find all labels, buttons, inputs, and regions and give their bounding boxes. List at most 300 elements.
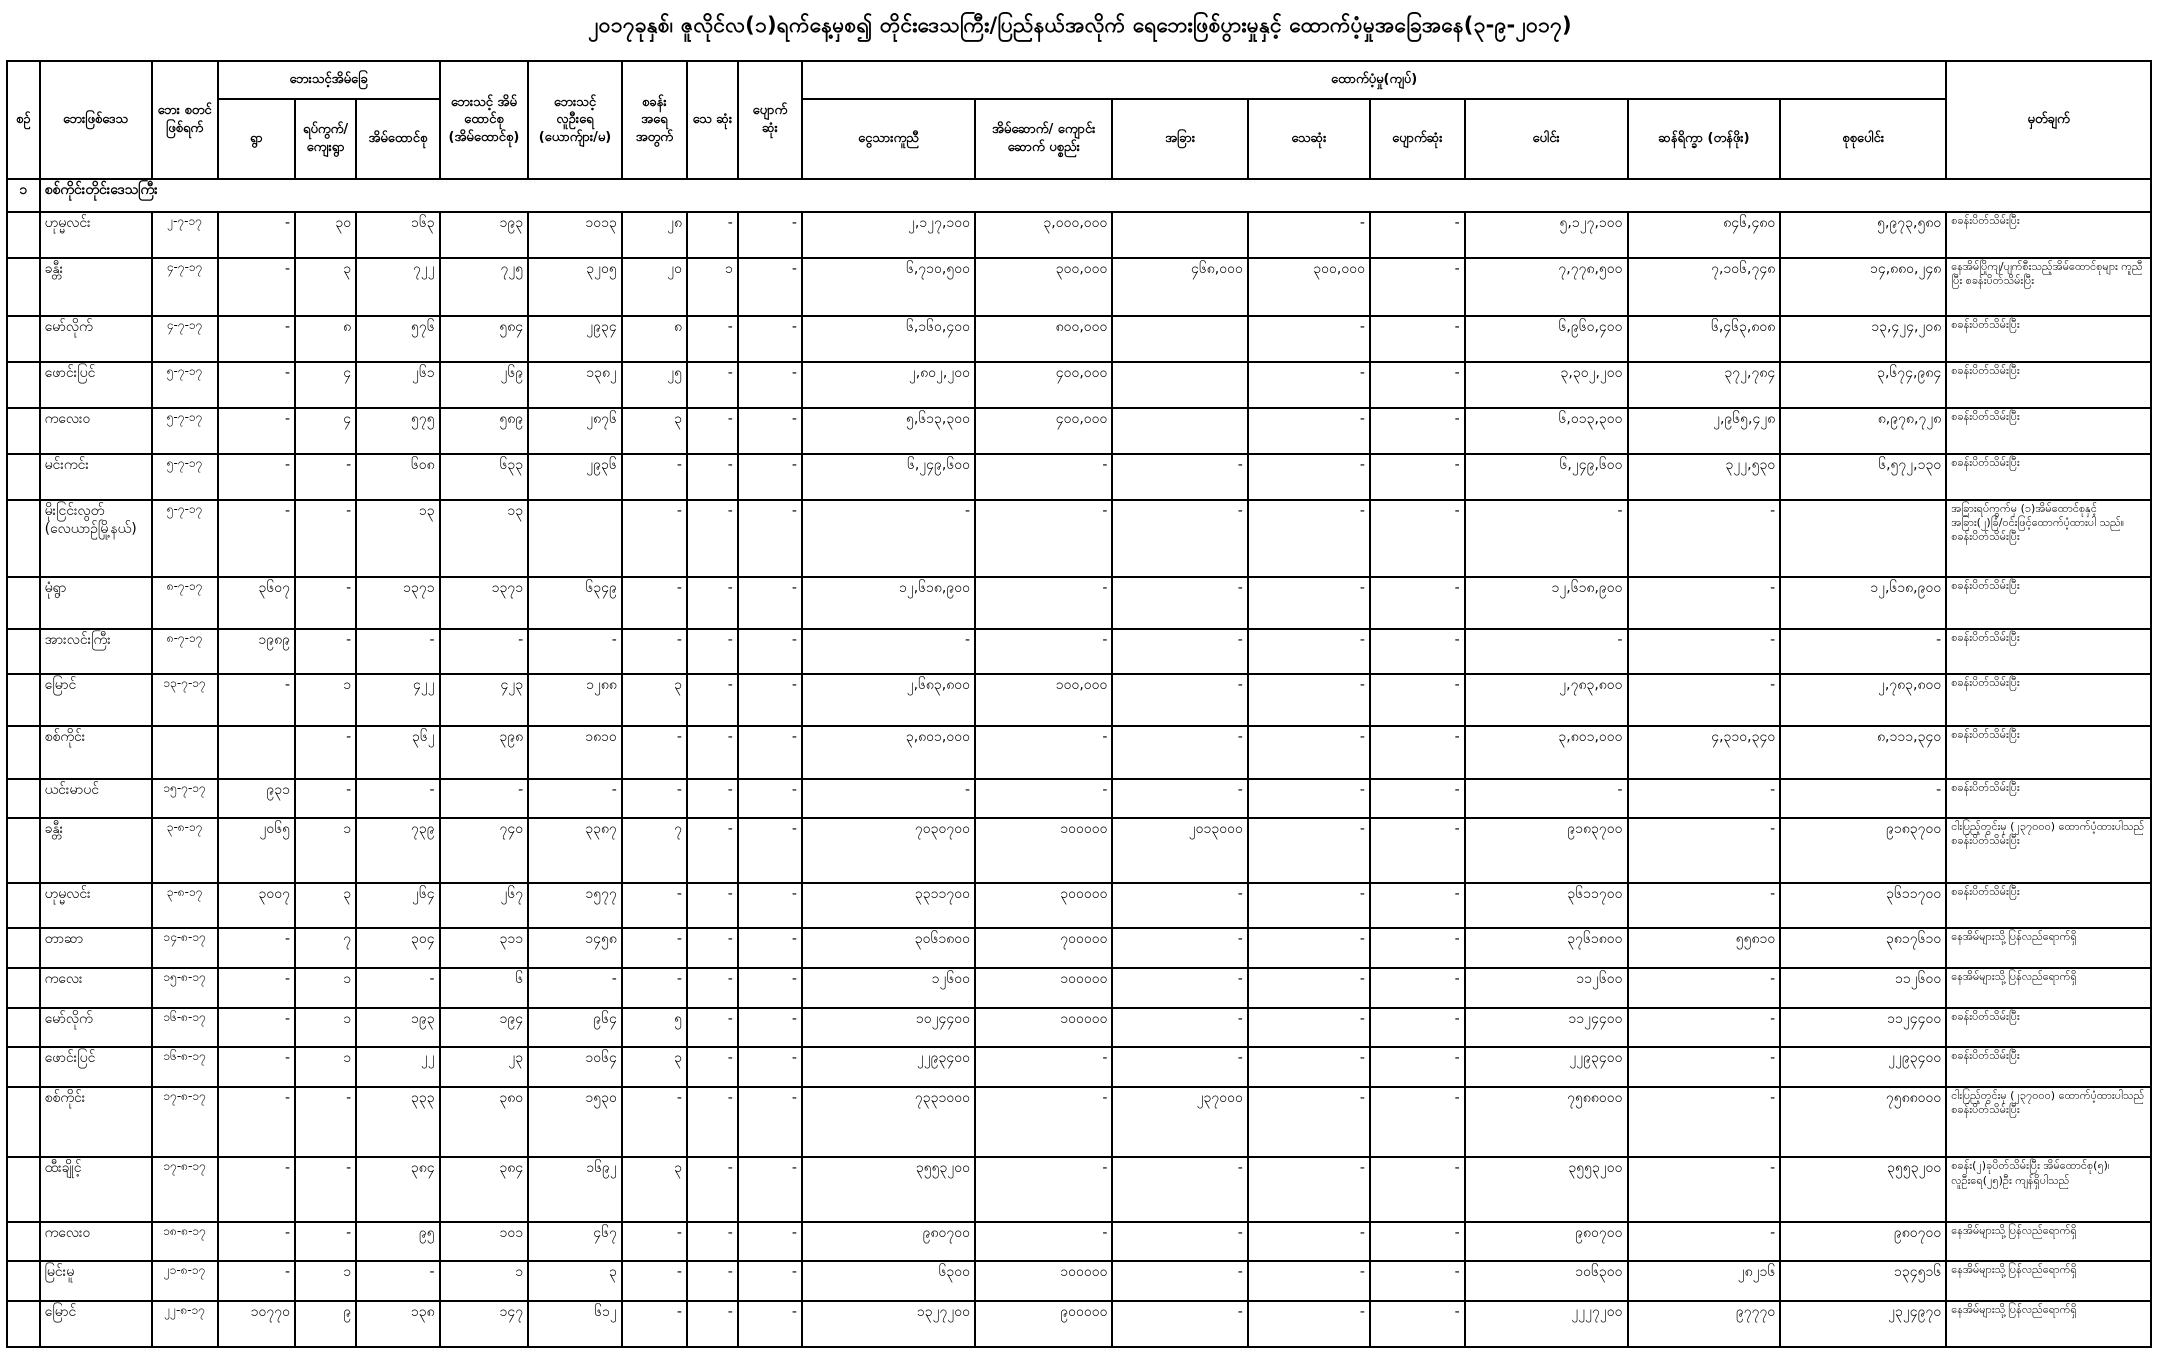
village-cell: - bbox=[218, 1087, 295, 1158]
total-cell: ၆,၀၁၃,၃၀၀ bbox=[1465, 408, 1628, 454]
deaths-cell: - bbox=[687, 1157, 738, 1222]
deaths-cell: - bbox=[687, 362, 738, 408]
remarks-cell: စခန်းပိတ်သိမ်းပြီး bbox=[1946, 408, 2151, 454]
total-cell: ၁၁၂၄၄၀၀ bbox=[1465, 1008, 1628, 1048]
ward-cell: - bbox=[295, 1087, 356, 1158]
total-cell: ၃၆၁၁၇၀၀ bbox=[1465, 883, 1628, 929]
household-goods-cell: - bbox=[975, 779, 1112, 819]
date-cell: ၁၆-၈-၁၇ bbox=[152, 1008, 218, 1048]
affected-people-cell bbox=[528, 500, 622, 577]
missing-aid-cell: - bbox=[1370, 928, 1465, 968]
missing-aid-cell: - bbox=[1370, 818, 1465, 883]
missing-cell: - bbox=[738, 726, 802, 778]
ward-cell: ၁ bbox=[295, 674, 356, 726]
village-cell: - bbox=[218, 212, 295, 258]
cash-cell: ၃၃၁၁၇၀၀ bbox=[802, 883, 975, 929]
deaths-cell: - bbox=[687, 577, 738, 629]
missing-aid-cell: - bbox=[1370, 1087, 1465, 1158]
camps-cell: - bbox=[622, 577, 687, 629]
funeral-cell: - bbox=[1248, 316, 1370, 362]
date-cell: ၅-၇-၁၇ bbox=[152, 408, 218, 454]
missing-cell: - bbox=[738, 818, 802, 883]
missing-aid-cell: - bbox=[1370, 454, 1465, 500]
funeral-cell: - bbox=[1248, 1087, 1370, 1158]
households-cell: ၃၆၂ bbox=[356, 726, 439, 778]
missing-cell: - bbox=[738, 674, 802, 726]
other-cell: - bbox=[1112, 928, 1247, 968]
funeral-cell: - bbox=[1248, 1157, 1370, 1222]
households-cell: ၆၀၈ bbox=[356, 454, 439, 500]
affected-people-cell: - bbox=[528, 779, 622, 819]
affected-households-cell: ၂၆၉ bbox=[440, 362, 529, 408]
other-cell: - bbox=[1112, 454, 1247, 500]
affected-households-cell: ၁၃၇၁ bbox=[440, 577, 529, 629]
ward-cell: ၈ bbox=[295, 316, 356, 362]
missing-cell: - bbox=[738, 629, 802, 675]
table-row bbox=[7, 1261, 2151, 1301]
affected-people-cell: ၁၀၆၄ bbox=[528, 1047, 622, 1087]
relief-table bbox=[6, 60, 2152, 1348]
funeral-cell: - bbox=[1248, 1047, 1370, 1087]
ward-cell: ၁ bbox=[295, 1008, 356, 1048]
other-cell: - bbox=[1112, 577, 1247, 629]
household-goods-cell: ၉၀၀၀၀၀ bbox=[975, 1301, 1112, 1347]
ward-cell: ၁ bbox=[295, 968, 356, 1008]
total-cell: ၆,၉၆၀,၄၀၀ bbox=[1465, 316, 1628, 362]
grand-total-cell: ၁၃၄၅၁၆ bbox=[1780, 1261, 1946, 1301]
table-row bbox=[7, 1157, 2151, 1222]
households-cell: ၇၂၂ bbox=[356, 258, 439, 316]
village-cell: - bbox=[218, 674, 295, 726]
row-no-cell bbox=[7, 500, 40, 577]
funeral-cell: - bbox=[1248, 1261, 1370, 1301]
ward-cell: ၉ bbox=[295, 1301, 356, 1347]
grand-total-cell: ၈,၉၇၈,၇၂၈ bbox=[1780, 408, 1946, 454]
missing-cell: - bbox=[738, 1087, 802, 1158]
table-row bbox=[7, 968, 2151, 1008]
table-row bbox=[7, 1087, 2151, 1158]
remarks-cell: နေအိမ်များသို့ပြန်လည်ရောက်ရှိ bbox=[1946, 1261, 2151, 1301]
page-title: ၂၀၁၇ခုနှစ်၊ ဇူလိုင်လ(၁)ရက်နေ့မှစ၍ တိုင်းဒေသကြီး/ပြည်နယ်အလိုက် ရေဘေးဖြစ်ပွားမှုနှင့် ထောက်ပံ့မှုအခြေအနေ(၃-၉-၂၀၁၇) bbox=[588, 13, 1572, 37]
rice-cell: ၂၈၂၁၆ bbox=[1628, 1261, 1781, 1301]
village-cell: - bbox=[218, 928, 295, 968]
header-affected-households: ဘေးသင့် အိမ် ထောင်စု (အိမ်ထောင်စု) bbox=[440, 61, 529, 179]
row-no-cell bbox=[7, 883, 40, 929]
deaths-cell: - bbox=[687, 883, 738, 929]
village-cell: - bbox=[218, 500, 295, 577]
missing-aid-cell: - bbox=[1370, 629, 1465, 675]
place-cell: မိုးငြင်းလွတ် (လေယာဉ်မြို့နယ်) bbox=[40, 500, 152, 577]
row-no-cell bbox=[7, 674, 40, 726]
ward-cell: ၇ bbox=[295, 928, 356, 968]
village-cell: ၂၀၆၅ bbox=[218, 818, 295, 883]
total-cell: ၉၈၀၇၀၀ bbox=[1465, 1222, 1628, 1262]
missing-cell: - bbox=[738, 1047, 802, 1087]
grand-total-cell: ၅,၉၇၃,၅၈၀ bbox=[1780, 212, 1946, 258]
camps-cell: - bbox=[622, 454, 687, 500]
affected-people-cell: ၂၉၃၆ bbox=[528, 454, 622, 500]
camps-cell: - bbox=[622, 500, 687, 577]
affected-households-cell: ၂၃ bbox=[440, 1047, 529, 1087]
section-no: ၁ bbox=[7, 179, 40, 212]
household-goods-cell: ၃,၀၀၀,၀၀၀ bbox=[975, 212, 1112, 258]
table-row bbox=[7, 454, 2151, 500]
table-row bbox=[7, 726, 2151, 778]
date-cell: ၄-၇-၁၇ bbox=[152, 316, 218, 362]
ward-cell: ၄ bbox=[295, 362, 356, 408]
household-goods-cell: ၄၀၀,၀၀၀ bbox=[975, 362, 1112, 408]
ward-cell: ၃၀ bbox=[295, 212, 356, 258]
rice-cell: ၃၂၂,၅၃၀ bbox=[1628, 454, 1781, 500]
row-no-cell bbox=[7, 1157, 40, 1222]
total-cell: ၃၇၆၁၈၀၀ bbox=[1465, 928, 1628, 968]
village-cell: ၃၆၀၇ bbox=[218, 577, 295, 629]
cash-cell: ၂၂၉၃၄၀၀ bbox=[802, 1047, 975, 1087]
affected-people-cell: ၁၅၇၇ bbox=[528, 883, 622, 929]
cash-cell: ၃၅၅၃၂၀၀ bbox=[802, 1157, 975, 1222]
place-cell: ကလေး bbox=[40, 968, 152, 1008]
cash-cell: ၂,၁၂၇,၁၀၀ bbox=[802, 212, 975, 258]
village-cell: - bbox=[218, 1047, 295, 1087]
household-goods-cell: - bbox=[975, 500, 1112, 577]
grand-total-cell: ၂,၇၈၃,၈၀၀ bbox=[1780, 674, 1946, 726]
households-cell: ၇၃၉ bbox=[356, 818, 439, 883]
households-cell: ၂၆၁ bbox=[356, 362, 439, 408]
remarks-cell: နေအိမ်များသို့ပြန်လည်ရောက်ရှိ bbox=[1946, 928, 2151, 968]
header-date: ဘေး စတင် ဖြစ်ရက် bbox=[152, 61, 218, 179]
table-row bbox=[7, 362, 2151, 408]
deaths-cell: ၁ bbox=[687, 258, 738, 316]
table-row bbox=[7, 674, 2151, 726]
table-row bbox=[7, 1008, 2151, 1048]
households-cell: - bbox=[356, 968, 439, 1008]
remarks-cell: စခန်းပိတ်သိမ်းပြီး bbox=[1946, 454, 2151, 500]
grand-total-cell bbox=[1780, 500, 1946, 577]
date-cell: ၁၄-၈-၁၇ bbox=[152, 928, 218, 968]
households-cell: ၂၆၄ bbox=[356, 883, 439, 929]
remarks-cell: စခန်းပိတ်သိမ်းပြီး bbox=[1946, 883, 2151, 929]
funeral-cell: - bbox=[1248, 577, 1370, 629]
deaths-cell: - bbox=[687, 1008, 738, 1048]
deaths-cell: - bbox=[687, 1087, 738, 1158]
affected-households-cell: ၁၉၄ bbox=[440, 1008, 529, 1048]
remarks-cell: စခန်းပိတ်သိမ်းပြီး bbox=[1946, 577, 2151, 629]
missing-aid-cell: - bbox=[1370, 1261, 1465, 1301]
grand-total-cell: ၉၁၈၃၇၀၀ bbox=[1780, 818, 1946, 883]
total-cell: ၃,၃၀၂,၂၀၀ bbox=[1465, 362, 1628, 408]
village-cell: ၁၀၇၇၀ bbox=[218, 1301, 295, 1347]
affected-households-cell: ၅၈၄ bbox=[440, 316, 529, 362]
remarks-cell: နေအိမ်ပြိုကျ/ပျက်စီးသည့်အိမ်ထောင်စုများ ကူညီပြီး စခန်းပိတ်သိမ်းပြီး bbox=[1946, 258, 2151, 316]
funeral-cell: - bbox=[1248, 408, 1370, 454]
table-row bbox=[7, 629, 2151, 675]
rice-cell: - bbox=[1628, 1047, 1781, 1087]
deaths-cell: - bbox=[687, 629, 738, 675]
header-village: ရွာ bbox=[218, 99, 295, 179]
camps-cell: - bbox=[622, 1261, 687, 1301]
affected-people-cell: ၆၁၂ bbox=[528, 1301, 622, 1347]
missing-aid-cell: - bbox=[1370, 1157, 1465, 1222]
cash-cell: ၉၈၀၇၀၀ bbox=[802, 1222, 975, 1262]
deaths-cell: - bbox=[687, 779, 738, 819]
date-cell: ၈-၇-၁၇ bbox=[152, 577, 218, 629]
remarks-cell: စခန်းပိတ်သိမ်းပြီး bbox=[1946, 212, 2151, 258]
header-place: ဘေးဖြစ်ဒေသ bbox=[40, 61, 152, 179]
household-goods-cell: - bbox=[975, 629, 1112, 675]
remarks-cell: စခန်းပိတ်သိမ်းပြီး bbox=[1946, 1008, 2151, 1048]
table-row bbox=[7, 577, 2151, 629]
affected-people-cell: ၆၃၄၉ bbox=[528, 577, 622, 629]
row-no-cell bbox=[7, 362, 40, 408]
affected-households-cell: ၁၀၁ bbox=[440, 1222, 529, 1262]
village-cell: - bbox=[218, 362, 295, 408]
date-cell: ၃-၈-၁၇ bbox=[152, 818, 218, 883]
row-no-cell bbox=[7, 818, 40, 883]
cash-cell: ၆,၂၄၉,၆၀၀ bbox=[802, 454, 975, 500]
date-cell: ၁၇-၈-၁၇ bbox=[152, 1157, 218, 1222]
table-row bbox=[7, 316, 2151, 362]
header-cash: ငွေသားကူညီ bbox=[802, 99, 975, 179]
households-cell: - bbox=[356, 629, 439, 675]
missing-aid-cell: - bbox=[1370, 408, 1465, 454]
village-cell: - bbox=[218, 968, 295, 1008]
table-row bbox=[7, 408, 2151, 454]
place-cell: ကလေးဝ bbox=[40, 1222, 152, 1262]
affected-households-cell: ၇၂၅ bbox=[440, 258, 529, 316]
grand-total-cell: ၃၈၁၇၆၁၀ bbox=[1780, 928, 1946, 968]
other-cell: ၂၃၇၀၀၀ bbox=[1112, 1087, 1247, 1158]
grand-total-cell: ၁၃,၄၂၄,၂၀၈ bbox=[1780, 316, 1946, 362]
total-cell: ၂,၇၈၃,၈၀၀ bbox=[1465, 674, 1628, 726]
household-goods-cell: - bbox=[975, 1222, 1112, 1262]
row-no-cell bbox=[7, 258, 40, 316]
ward-cell: ၁ bbox=[295, 1261, 356, 1301]
place-cell: ဟုမ္မလင်း bbox=[40, 212, 152, 258]
row-no-cell bbox=[7, 408, 40, 454]
affected-households-cell: - bbox=[440, 629, 529, 675]
row-no-cell bbox=[7, 577, 40, 629]
funeral-cell: - bbox=[1248, 726, 1370, 778]
affected-people-cell: - bbox=[528, 629, 622, 675]
missing-cell: - bbox=[738, 258, 802, 316]
header-missing-aid: ပျောက်ဆုံး bbox=[1370, 99, 1465, 179]
table-row bbox=[7, 1047, 2151, 1087]
missing-cell: - bbox=[738, 500, 802, 577]
village-cell: - bbox=[218, 1261, 295, 1301]
deaths-cell: - bbox=[687, 726, 738, 778]
ward-cell: ၄ bbox=[295, 408, 356, 454]
households-cell: ၃၈၄ bbox=[356, 1157, 439, 1222]
place-cell: ကလေးဝ bbox=[40, 408, 152, 454]
remarks-cell: စခန်းပိတ်သိမ်းပြီး bbox=[1946, 629, 2151, 675]
grand-total-cell: ၁၄,၈၈၀,၂၄၈ bbox=[1780, 258, 1946, 316]
affected-households-cell: ၁၄၇ bbox=[440, 1301, 529, 1347]
deaths-cell: - bbox=[687, 1261, 738, 1301]
affected-households-cell: ၆ bbox=[440, 968, 529, 1008]
affected-households-cell: ၃၁၁ bbox=[440, 928, 529, 968]
household-goods-cell: ၁၀၀၀၀၀ bbox=[975, 1008, 1112, 1048]
section-name: စစ်ကိုင်းတိုင်းဒေသကြီး bbox=[40, 179, 2151, 212]
affected-people-cell: ၃ bbox=[528, 1261, 622, 1301]
cash-cell: ၁၂,၆၁၈,၉၀၀ bbox=[802, 577, 975, 629]
cash-cell: ၆,၇၁၀,၅၀၀ bbox=[802, 258, 975, 316]
camps-cell: - bbox=[622, 726, 687, 778]
grand-total-cell: ၁၁၂၄၄၀၀ bbox=[1780, 1008, 1946, 1048]
camps-cell: - bbox=[622, 1087, 687, 1158]
cash-cell: - bbox=[802, 500, 975, 577]
households-cell: ၁၃၇၁ bbox=[356, 577, 439, 629]
place-cell: တာဆာ bbox=[40, 928, 152, 968]
missing-cell: - bbox=[738, 779, 802, 819]
rice-cell: ၄,၃၁၀,၃၄၀ bbox=[1628, 726, 1781, 778]
date-cell: ၄-၇-၁၇ bbox=[152, 258, 218, 316]
table-row bbox=[7, 1301, 2151, 1347]
village-cell: - bbox=[218, 1222, 295, 1262]
row-no-cell bbox=[7, 629, 40, 675]
households-cell: ၃၃၃ bbox=[356, 1087, 439, 1158]
grand-total-cell: ၉၈၀၇၀၀ bbox=[1780, 1222, 1946, 1262]
header-camps: စခန်း အရေ အတွက် bbox=[622, 61, 687, 179]
missing-aid-cell: - bbox=[1370, 577, 1465, 629]
camps-cell: ၈ bbox=[622, 316, 687, 362]
row-no-cell bbox=[7, 316, 40, 362]
missing-cell: - bbox=[738, 1222, 802, 1262]
deaths-cell: - bbox=[687, 454, 738, 500]
header-ward: ရပ်ကွက်/ ကျေးရွာ bbox=[295, 99, 356, 179]
place-cell: မုံရွာ bbox=[40, 577, 152, 629]
place-cell: မော်လိုက် bbox=[40, 1008, 152, 1048]
grand-total-cell: ၁၂,၆၁၈,၉၀၀ bbox=[1780, 577, 1946, 629]
other-cell: - bbox=[1112, 726, 1247, 778]
header-affected-group: ဘေးသင့်အိမ်ခြေ bbox=[218, 61, 440, 99]
household-goods-cell: ၇၀၀၀၀၀ bbox=[975, 928, 1112, 968]
rice-cell: ၃၇၂,၇၈၄ bbox=[1628, 362, 1781, 408]
other-cell bbox=[1112, 362, 1247, 408]
affected-households-cell: ၆၃၃ bbox=[440, 454, 529, 500]
cash-cell: ၇၃၃၁၀၀၀ bbox=[802, 1087, 975, 1158]
missing-cell: - bbox=[738, 212, 802, 258]
missing-aid-cell: - bbox=[1370, 674, 1465, 726]
affected-households-cell: ၅၈၉ bbox=[440, 408, 529, 454]
other-cell: - bbox=[1112, 1008, 1247, 1048]
date-cell: ၅-၇-၁၇ bbox=[152, 454, 218, 500]
funeral-cell: - bbox=[1248, 362, 1370, 408]
funeral-cell: - bbox=[1248, 629, 1370, 675]
deaths-cell: - bbox=[687, 1222, 738, 1262]
rice-cell: ၅၅၈၁၀ bbox=[1628, 928, 1781, 968]
ward-cell: - bbox=[295, 1222, 356, 1262]
header-remarks: မှတ်ချက် bbox=[1946, 61, 2151, 179]
affected-people-cell: ၉၆၄ bbox=[528, 1008, 622, 1048]
household-goods-cell: ၃၀၀,၀၀၀ bbox=[975, 258, 1112, 316]
other-cell: - bbox=[1112, 883, 1247, 929]
missing-cell: - bbox=[738, 883, 802, 929]
missing-aid-cell: - bbox=[1370, 316, 1465, 362]
rice-cell: - bbox=[1628, 1008, 1781, 1048]
missing-aid-cell: - bbox=[1370, 258, 1465, 316]
household-goods-cell: ၄၀၀,၀၀၀ bbox=[975, 408, 1112, 454]
place-cell: မော်လိုက် bbox=[40, 316, 152, 362]
date-cell: ၈-၇-၁၇ bbox=[152, 629, 218, 675]
missing-cell: - bbox=[738, 362, 802, 408]
funeral-cell: - bbox=[1248, 818, 1370, 883]
grand-total-cell: ၃၅၅၃၂၀၀ bbox=[1780, 1157, 1946, 1222]
row-no-cell bbox=[7, 1301, 40, 1347]
row-no-cell bbox=[7, 779, 40, 819]
total-cell: - bbox=[1465, 500, 1628, 577]
other-cell: - bbox=[1112, 1222, 1247, 1262]
households-cell: ၅၇၆ bbox=[356, 316, 439, 362]
other-cell: - bbox=[1112, 1047, 1247, 1087]
missing-cell: - bbox=[738, 1261, 802, 1301]
camps-cell: ၂၅ bbox=[622, 362, 687, 408]
cash-cell: ၃၀၆၁၈၀၀ bbox=[802, 928, 975, 968]
other-cell: - bbox=[1112, 1261, 1247, 1301]
funeral-cell: - bbox=[1248, 454, 1370, 500]
household-goods-cell: - bbox=[975, 454, 1112, 500]
deaths-cell: - bbox=[687, 674, 738, 726]
village-cell: ၃၀၀၇ bbox=[218, 883, 295, 929]
rice-cell: - bbox=[1628, 1157, 1781, 1222]
camps-cell: - bbox=[622, 928, 687, 968]
date-cell bbox=[152, 726, 218, 778]
households-cell: ၄၂၂ bbox=[356, 674, 439, 726]
rice-cell: ၂,၉၆၅,၄၂၈ bbox=[1628, 408, 1781, 454]
village-cell: - bbox=[218, 1008, 295, 1048]
affected-households-cell: ၃၈၀ bbox=[440, 1087, 529, 1158]
header-no: စဉ် bbox=[7, 61, 40, 179]
header-total: ပေါင်း bbox=[1465, 99, 1628, 179]
remarks-cell: စခန်း(၂)ခုပိတ်သိမ်းပြီး အိမ်ထောင်စု(၅)၊ လူဦးရေ(၂၅)ဦး ကျန်ရှိပါသည် bbox=[1946, 1157, 2151, 1222]
remarks-cell: ငါးပြည့်တွင်းမှ (၂၃၇၀၀၀) ထောက်ပံ့ထားပါသည် စခန်းပိတ်သိမ်းပြီး bbox=[1946, 1087, 2151, 1158]
header-missing: ပျောက် ဆုံး bbox=[738, 61, 802, 179]
total-cell: ၅,၁၂၇,၁၀၀ bbox=[1465, 212, 1628, 258]
rice-cell: ၉၇၇၇၀ bbox=[1628, 1301, 1781, 1347]
table-row bbox=[7, 1222, 2151, 1262]
village-cell bbox=[218, 726, 295, 778]
funeral-cell: - bbox=[1248, 674, 1370, 726]
households-cell: ၁၉၃ bbox=[356, 1008, 439, 1048]
affected-people-cell: ၁၈၁၀ bbox=[528, 726, 622, 778]
total-cell: ၇,၇၇၈,၅၀၀ bbox=[1465, 258, 1628, 316]
ward-cell: - bbox=[295, 726, 356, 778]
rice-cell: ၆,၄၆၃,၈၀၈ bbox=[1628, 316, 1781, 362]
cash-cell: ၁၂၆၀၀ bbox=[802, 968, 975, 1008]
remarks-cell: နေအိမ်များသို့ပြန်လည်ရောက်ရှိ bbox=[1946, 968, 2151, 1008]
cash-cell: ၆,၁၆၀,၄၀၀ bbox=[802, 316, 975, 362]
funeral-cell: - bbox=[1248, 779, 1370, 819]
other-cell bbox=[1112, 316, 1247, 362]
household-goods-cell: ၁၀၀၀၀၀ bbox=[975, 1261, 1112, 1301]
cash-cell: ၁၃၂၇၂၀၀ bbox=[802, 1301, 975, 1347]
header-relief-group: ထောက်ပံ့မှု(ကျပ်) bbox=[802, 61, 1946, 99]
total-cell: ၃,၈၀၁,၀၀၀ bbox=[1465, 726, 1628, 778]
row-no-cell bbox=[7, 928, 40, 968]
funeral-cell: - bbox=[1248, 968, 1370, 1008]
affected-people-cell: - bbox=[528, 968, 622, 1008]
village-cell: - bbox=[218, 316, 295, 362]
affected-households-cell: - bbox=[440, 779, 529, 819]
total-cell: ၁၂,၆၁၈,၉၀၀ bbox=[1465, 577, 1628, 629]
row-no-cell bbox=[7, 1261, 40, 1301]
row-no-cell bbox=[7, 1008, 40, 1048]
grand-total-cell: ၇၅၈၈၀၀၀ bbox=[1780, 1087, 1946, 1158]
rice-cell: - bbox=[1628, 577, 1781, 629]
funeral-cell: - bbox=[1248, 1222, 1370, 1262]
other-cell: - bbox=[1112, 1301, 1247, 1347]
missing-aid-cell: - bbox=[1370, 1301, 1465, 1347]
remarks-cell: ငါးပြည့်တွင်းမှ (၂၃၇၀၀၀) ထောက်ပံ့ထားပါသည် စခန်းပိတ်သိမ်းပြီး bbox=[1946, 818, 2151, 883]
